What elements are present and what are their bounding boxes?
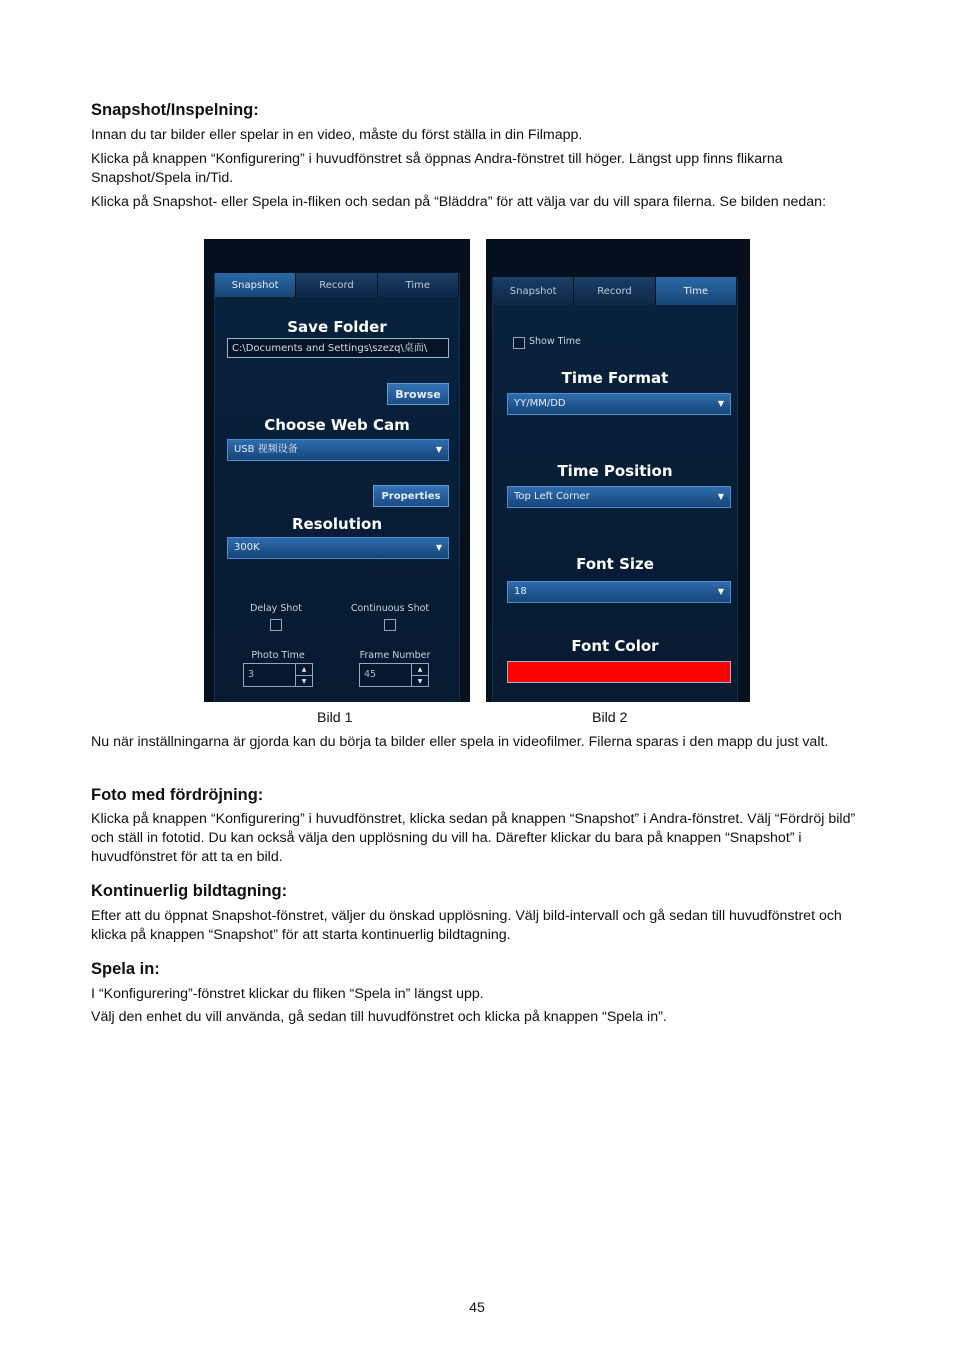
photo-time-label: Photo Time [251,650,305,661]
tab-bar [215,273,459,297]
resolution-value: 300K [234,542,260,553]
save-folder-label: Save Folder [287,318,387,336]
font-color-label: Font Color [571,637,659,655]
font-color-swatch[interactable] [507,661,731,683]
tab-time[interactable]: Time [378,273,459,297]
delay-shot-checkbox[interactable] [270,619,282,631]
screenshot-bild-2 [486,239,750,702]
time-position-select[interactable] [507,486,731,508]
font-size-select[interactable] [507,581,731,603]
webcam-value: USB 视频设备 [234,444,298,455]
continuous-shot-label: Continuous Shot [350,603,430,614]
time-position-value: Top Left Corner [514,491,590,502]
delay-shot-label: Delay Shot [250,603,302,614]
paragraph: Välj den enhet du vill använda, gå sedan till huvudfönstret och klicka på knappen “Spela in”. [91,1009,667,1025]
heading-delay: Foto med fördröjning: [91,786,264,804]
paragraph: Nu när inställningarna är gjorda kan du börja ta bilder eller spela in videofilmer. Filerna sparas i den mapp du just valt. [91,734,829,750]
up-down-arrows-icon[interactable]: ▲ ▼ [295,664,312,686]
webcam-select[interactable] [227,439,449,461]
heading-record: Spela in: [91,960,160,978]
time-format-label: Time Format [561,369,669,387]
chevron-down-icon: ▼ [717,492,724,501]
time-format-select[interactable] [507,393,731,415]
paragraph: Efter att du öppnat Snapshot-fönstret, väljer du önskad upplösning. Välj bild-intervall och gå sedan till huvudfönstret och klicka på knappen “Snapshot” för att starta kontinuerlig bildtagning. [91,908,842,943]
show-time-checkbox[interactable] [513,337,525,349]
paragraph: Klicka på knappen “Konfigurering” i huvudfönstret, klicka sedan på knappen “Snapshot” i Andra-fönstret. Välj “Fördröj bild” och ställ in fototid. Du kan också välja den upplösning du vill ha. Därefter klickar du bara på knappen “Snapshot” i huvudfönstret för att ta en bild. [91,811,856,865]
time-format-value: YY/MM/DD [514,398,566,409]
webcam-label: Choose Web Cam [264,416,410,434]
paragraph: Klicka på Snapshot- eller Spela in-fliken och sedan på “Bläddra” för att välja var du vill spara filerna. Se bilden nedan: [91,194,827,210]
save-folder-input[interactable]: C:\Documents and Settings\szezq\桌面\ [227,338,449,358]
heading-continuous: Kontinuerlig bildtagning: [91,882,288,900]
up-down-arrows-icon[interactable]: ▲ ▼ [411,664,428,686]
font-size-value: 18 [514,586,527,597]
tab-record[interactable]: Record [296,273,377,297]
chevron-down-icon: ▼ [435,445,442,454]
tab-snapshot[interactable]: Snapshot [215,273,296,297]
chevron-down-icon: ▼ [435,543,442,552]
heading-snapshot: Snapshot/Inspelning: [91,101,259,119]
paragraph: Innan du tar bilder eller spelar in en video, måste du först ställa in din Filmapp. [91,127,583,143]
page-number: 45 [469,1300,485,1316]
screenshot-bild-1 [204,239,470,702]
font-size-label: Font Size [576,555,654,573]
caption-bild-2: Bild 2 [592,710,628,726]
properties-button[interactable]: Properties [373,485,449,507]
chevron-down-icon: ▼ [717,587,724,596]
continuous-shot-checkbox[interactable] [384,619,396,631]
tab-snapshot[interactable]: Snapshot [493,277,574,305]
photo-time-value: 3 [248,669,255,680]
time-position-label: Time Position [557,462,673,480]
tab-record[interactable]: Record [574,277,655,305]
frame-number-label: Frame Number [359,650,431,661]
frame-number-stepper[interactable] [359,663,429,687]
resolution-select[interactable] [227,537,449,559]
tab-bar [493,277,737,305]
show-time-label: Show Time [529,336,581,347]
resolution-label: Resolution [291,515,383,533]
caption-bild-1: Bild 1 [317,710,353,726]
frame-number-value: 45 [364,669,377,680]
photo-time-stepper[interactable] [243,663,313,687]
chevron-down-icon: ▼ [717,399,724,408]
paragraph: I “Konfigurering”-fönstret klickar du fliken “Spela in” längst upp. [91,986,484,1002]
tab-time[interactable]: Time [656,277,737,305]
browse-button[interactable]: Browse [387,383,449,405]
paragraph: Klicka på knappen “Konfigurering” i huvudfönstret så öppnas Andra-fönstret till höger. Längst upp finns flikarna Snapshot/Spela in/Tid. [91,151,783,186]
